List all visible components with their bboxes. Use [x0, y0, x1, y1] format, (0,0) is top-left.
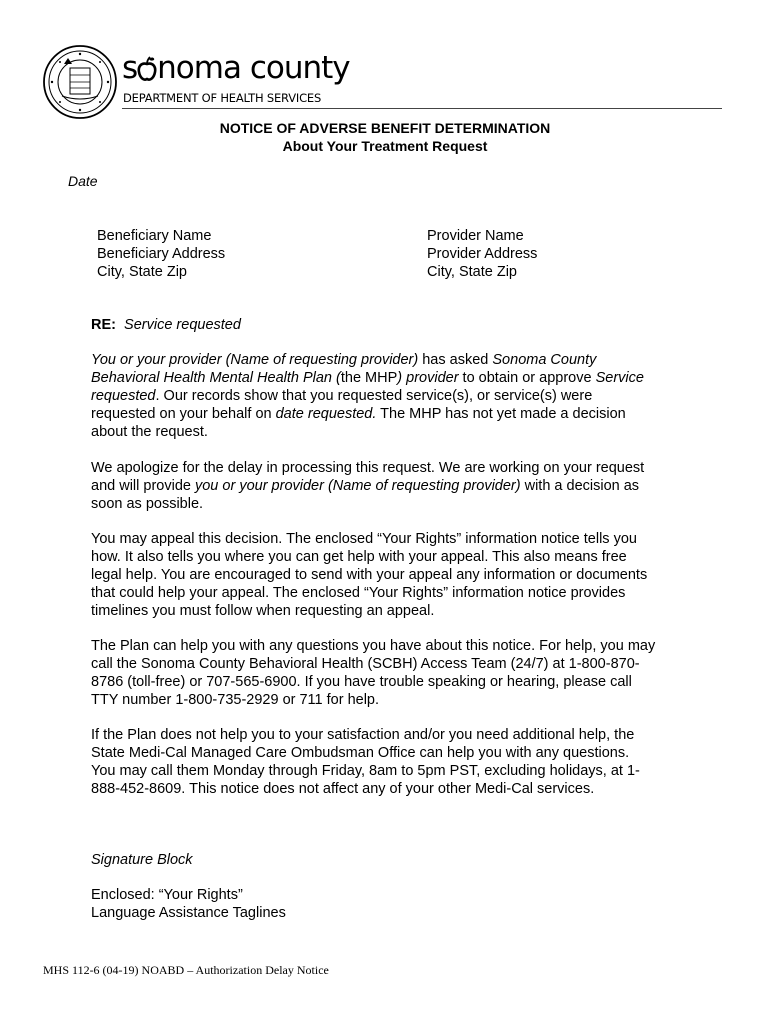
provider-address-block	[427, 227, 537, 281]
para1-text: . Our records show that you requested service(s), or service(s) were	[155, 388, 593, 404]
requesting-provider-text: You or your provider (Name of requesting provider)	[91, 352, 419, 368]
ombudsman-paragraph	[91, 726, 691, 798]
para1-text: requested on your behalf on	[91, 406, 276, 422]
re-label: RE:	[91, 317, 116, 333]
signature-block	[91, 851, 691, 869]
para2-text: with a decision as	[520, 478, 640, 494]
county-seal-icon	[42, 44, 118, 120]
notice-subtitle: About Your Treatment Request	[282, 138, 488, 154]
provider-city: City, State Zip	[427, 264, 517, 280]
enclosure-item: Enclosed: “Your Rights”	[91, 887, 243, 903]
paragraph-line: You may call them Monday through Friday, 8am to 5pm PST, excluding holidays, at 1-	[91, 763, 640, 779]
department-name: DEPARTMENT OF HEALTH SERVICES	[123, 91, 322, 105]
appeal-paragraph	[91, 530, 691, 620]
beneficiary-address: Beneficiary Address	[97, 246, 226, 262]
para1-text: has asked	[418, 352, 493, 368]
paragraph-line: soon as possible.	[91, 496, 204, 512]
para1-text: about the request.	[91, 424, 208, 440]
provider-name: Provider Name	[427, 228, 524, 244]
beneficiary-city: City, State Zip	[97, 264, 187, 280]
provider-address: Provider Address	[427, 246, 538, 262]
paragraph-line: State Medi-Cal Managed Care Ombudsman Office can help you with any questions.	[91, 745, 630, 761]
signature-block-text: Signature Block	[91, 852, 193, 868]
paragraph-line: If the Plan does not help you to your satisfaction and/or you need additional help, the	[91, 727, 635, 743]
re-line	[91, 316, 691, 334]
plan-name-text: Sonoma County	[492, 352, 597, 368]
paragraph-line: legal help. You are encouraged to send with your appeal any information or documents	[91, 567, 648, 583]
beneficiary-name: Beneficiary Name	[97, 228, 212, 244]
logo-wordmark	[122, 48, 350, 88]
plan-name-text: ) provider	[397, 370, 459, 386]
sonoma-county-logo	[122, 50, 352, 108]
paragraph-line: call the Sonoma County Behavioral Health (SCBH) Access Team (24/7) at 1-800-870-	[91, 656, 640, 672]
paragraph-line: timelines you must follow when requesting an appeal.	[91, 603, 435, 619]
enclosures	[91, 886, 691, 922]
request-paragraph	[91, 351, 691, 441]
paragraph-line: how. It also tells you where you can get help with your appeal. This also means free	[91, 549, 627, 565]
date-requested-text: date requested.	[275, 406, 377, 422]
plan-name-text: Behavioral Health Mental Health Plan (	[91, 370, 341, 386]
form-footer: MHS 112-6 (04-19) NOABD – Authorization Delay Notice	[43, 963, 329, 977]
para1-text: the MHP	[340, 370, 398, 386]
date-field: Date	[68, 173, 98, 189]
paragraph-line: We apologize for the delay in processing this request. We are working on your request	[91, 460, 645, 476]
header-divider	[122, 108, 722, 109]
requesting-provider-text: you or your provider (Name of requesting provider)	[194, 478, 521, 494]
paragraph-line: that could help your appeal. The enclosed “Your Rights” information notice provides	[91, 585, 626, 601]
paragraph-line: TTY number 1-800-735-2929 or 711 for help.	[91, 692, 380, 708]
service-text: Service	[595, 370, 644, 386]
apple-icon	[137, 58, 157, 80]
para2-text: and will provide	[91, 478, 195, 494]
paragraph-line: 8786 (toll-free) or 707-565-6900. If you have trouble speaking or hearing, please call	[91, 674, 632, 690]
para1-text: to obtain or approve	[458, 370, 596, 386]
paragraph-line: The Plan can help you with any questions you have about this notice. For help, you may	[91, 638, 656, 654]
plan-help-paragraph	[91, 637, 691, 709]
logo-letter: s	[122, 50, 138, 86]
re-value: Service requested	[124, 317, 241, 333]
para1-text: The MHP has not yet made a decision	[376, 406, 626, 422]
paragraph-line: 888-452-8609. This notice does not affect any of your other Medi-Cal services.	[91, 781, 595, 797]
logo-name: noma county	[157, 50, 350, 86]
paragraph-line: You may appeal this decision. The enclosed “Your Rights” information notice tells you	[91, 531, 637, 547]
notice-title: NOTICE OF ADVERSE BENEFIT DETERMINATION	[219, 120, 551, 136]
enclosure-item: Language Assistance Taglines	[91, 905, 286, 921]
apology-paragraph	[91, 459, 691, 513]
beneficiary-address-block	[97, 227, 225, 281]
service-text: requested	[91, 388, 156, 404]
